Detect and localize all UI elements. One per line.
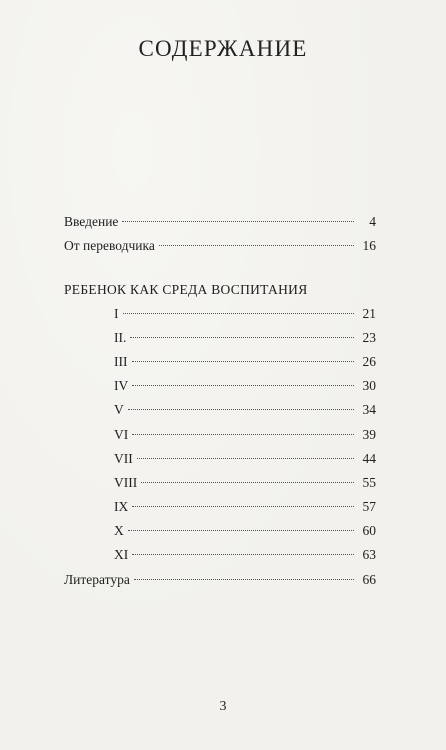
chapter-number: II. [114,330,127,345]
toc-chapter-entry [114,449,376,469]
toc-entry-introduction [64,212,376,232]
page-number: 3 [219,699,227,714]
chapter-number: V [114,402,124,417]
dot-leader [159,245,354,246]
chapter-number: VII [114,451,133,466]
chapter-page: 55 [362,475,376,490]
dot-leader [137,458,354,459]
chapter-page: 60 [362,523,376,538]
toc-entry-label: От переводчика [64,238,155,253]
toc-chapter-entry [114,328,376,348]
section-heading: РЕБЕНОК КАК СРЕДА ВОСПИТАНИЯ [64,282,308,297]
chapter-page: 26 [362,354,376,369]
toc-chapter-entry [114,400,376,420]
dot-leader [132,385,354,386]
toc-entry-translator-note [64,236,376,256]
dot-leader [128,530,354,531]
chapter-number: VI [114,427,129,442]
chapter-page: 30 [362,378,376,393]
dot-leader [130,337,354,338]
toc-chapter-entry [114,304,376,324]
toc-chapter-entry [114,545,376,565]
dot-leader [123,313,355,314]
toc-entry-page: 66 [362,572,376,587]
chapter-page: 57 [362,499,376,514]
toc-chapter-entry [114,473,376,493]
chapter-number: IX [114,499,129,514]
dot-leader [128,409,354,410]
dot-leader [132,434,354,435]
chapter-number: IV [114,378,129,393]
toc-chapter-entry [114,497,376,517]
chapter-number: VIII [114,475,138,490]
toc-entry-label: Введение [64,214,119,229]
page-title: СОДЕРЖАНИЕ [138,36,308,61]
toc-entry-label: Литература [64,572,130,587]
toc-chapter-entry [114,521,376,541]
dot-leader [141,482,354,483]
chapter-page: 39 [362,427,376,442]
chapter-page: 44 [362,451,376,466]
toc-entry-literature [64,570,376,590]
toc-entry-page: 4 [369,214,376,229]
dot-leader [122,221,354,222]
toc-chapter-entry [114,376,376,396]
chapter-page: 23 [362,330,376,345]
dot-leader [132,506,354,507]
chapter-number: III [114,354,128,369]
dot-leader [132,361,355,362]
chapter-page: 21 [362,306,376,321]
chapter-page: 34 [362,402,376,417]
chapter-page: 63 [362,547,376,562]
chapter-number: X [114,523,124,538]
toc-entry-page: 16 [362,238,376,253]
toc-chapter-entry [114,352,376,372]
chapter-number: XI [114,547,129,562]
chapter-number: I [114,306,119,321]
dot-leader [132,554,354,555]
toc-chapter-entry [114,425,376,445]
dot-leader [134,579,354,580]
